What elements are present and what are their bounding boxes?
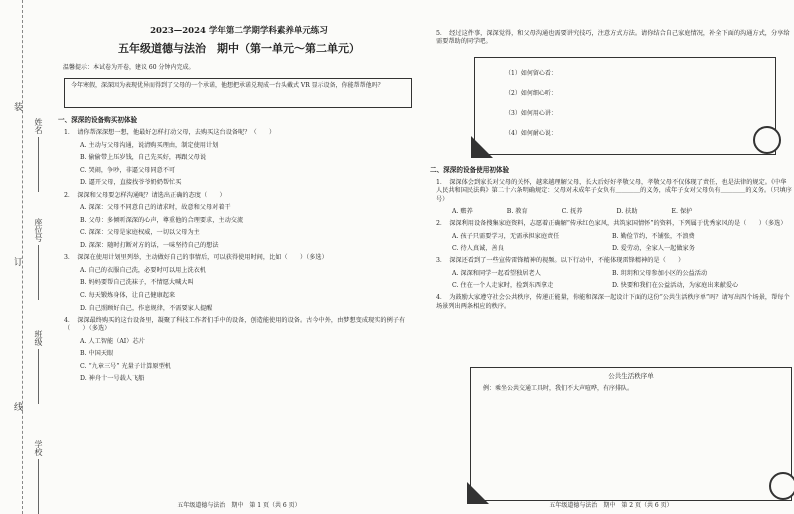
option[interactable]: A. 人工智能（AI）芯片	[80, 337, 145, 345]
binding-mark: 订	[14, 258, 24, 268]
class-blank[interactable]	[38, 349, 39, 404]
name-blank[interactable]	[38, 137, 39, 192]
intro-box	[64, 78, 412, 108]
option[interactable]: A. 主动与父母沟通，说清购买理由，制定使用计划	[80, 141, 219, 149]
option[interactable]: C. “九章三号” 光量子计算原型机	[80, 362, 171, 370]
option[interactable]: A. 深深：父母不同意自己的请求时，故意和父母对着干	[80, 204, 231, 212]
section-2-heading: 二、深深的设备使用初体验	[430, 166, 510, 174]
exam-page-1	[58, 0, 420, 514]
subject-title: 五年级道德与法治 期中（第一单元～第二单元）	[118, 42, 360, 56]
frame-line[interactable]: （2）如何细心听：	[505, 90, 557, 97]
binding-mark: 线	[14, 403, 24, 413]
intro-text: 今年寒假，深深因为表现优异而得到了父母的一个承诺，他想把承诺兑现成一台头戴式 VR 显示设备，你能帮帮他吗？	[71, 82, 384, 90]
question-4: 4． 深深最终购买的这台设备里，凝聚了科技工作者们手中的设备，创造能使用的设备。古今中外，由梦想变成现实的例子有（ ）（多选）	[64, 316, 406, 333]
option[interactable]: D. 深深：随时打断对方的话，一味坚持自己的想法	[80, 242, 219, 250]
option[interactable]: C. 住在一个人走家时，捡到东西拿走	[452, 282, 554, 290]
school-blank[interactable]	[38, 459, 39, 514]
option[interactable]: D. 逼开父母，直接找爷爷奶奶帮忙买	[80, 179, 182, 187]
question-2-1: 1． 深深体会到家长对父母的关怀，越来越理解父母，长大后好好孝敬父母，孝敬父母不仅体现了责任，也是法律的规定。《中华人民共和国民法典》第二十六条明确规定：父母对未成年子女负有＿＿＿＿的义务，成年子女对父母负有＿＿＿＿的义务。（只填序号）	[436, 178, 792, 203]
options-grid	[452, 233, 792, 254]
option[interactable]: D. 快要和我们在公益活动，为家庭出来献爱心	[612, 282, 739, 290]
option[interactable]: C. 每天锻炼身体，让自己健康起来	[80, 292, 176, 300]
option[interactable]: B. 勤俭节约，不铺张，不浪费	[612, 232, 695, 240]
class-field	[33, 330, 44, 404]
page-footer: 五年级道德与法治 期中 第 1 页（共 6 页）	[177, 501, 301, 509]
seat-field	[33, 218, 44, 300]
school-field	[33, 440, 44, 514]
communication-frame	[474, 57, 776, 155]
option[interactable]: D. 爱劳动，全家人一起做家务	[612, 245, 695, 253]
option[interactable]: D. 神舟十一号载人飞船	[80, 375, 145, 383]
name-label: 姓名	[34, 118, 43, 134]
question-2-2: 2． 深深利用设备搜集家庭资料，志愿着正确解“传承红色家风，共筑家国情怀”的资料，下列属于优秀家风的是（ ）（多选）	[436, 220, 787, 228]
options-grid	[452, 270, 792, 291]
answer-area[interactable]	[481, 398, 781, 490]
question-1: 1． 请你帮深深想一想，他最好怎样打动父母，去购买这台设备呢？（ ）	[64, 129, 276, 137]
option[interactable]: A. 孩子只需要学习，无需承担家庭责任	[452, 232, 560, 240]
seat-blank[interactable]	[38, 245, 39, 300]
option[interactable]: B. 中国天眼	[80, 350, 114, 358]
option[interactable]: B. 玥玥和父母参加小区的公益活动	[612, 269, 708, 277]
option[interactable]: C. 哭闹，争吵，非逼父母同意不可	[80, 166, 176, 174]
question-2-4: 4． 为鼓励大家遵守社会公共秩序，传递正能量，你能和深深一起设计下面的这份“公共生活秩序单”吗？请写出四个场景，帮每个场景列出两条相应的秩序。	[436, 294, 790, 310]
option[interactable]: C. 深深：父母是家庭权威，一切以父母为主	[80, 229, 200, 237]
option[interactable]: C. 待人真诚，善良	[452, 245, 504, 253]
binding-mark: 装	[14, 103, 24, 113]
alarm-clock-icon	[753, 126, 781, 154]
frame-line[interactable]: （1）如何留心看：	[505, 70, 557, 77]
year-title: 2023—2024 学年第二学期学科素养单元练习	[150, 26, 328, 36]
school-label: 学校	[34, 440, 43, 456]
name-field	[33, 118, 44, 192]
option[interactable]: B. 偷偷带上压岁钱，自己先买好，再跟父母说	[80, 154, 207, 162]
frame-line[interactable]: （4）如何耐心说：	[505, 130, 557, 137]
question-2-3: 3． 深深还看到了一些宣传雷锋精神的视频。以下行动中，不能体现雷锋精神的是（ ）	[436, 257, 685, 265]
option[interactable]: A. 深深和同学一起看望独居老人	[452, 269, 541, 277]
question-2: 2． 深深和父母要怎样沟通呢？请选出正确的态度（ ）	[64, 191, 226, 199]
tips-note: 温馨提示：本试卷为开卷，建议 60 分钟内完成。	[63, 64, 195, 72]
option[interactable]: E. 保护	[671, 207, 693, 215]
question-5: 5． 经过这件事，深深觉得，和父母沟通也需要讲究技巧，注意方式方法。请你结合自己家庭情况，补全下面的沟通方式，分享给需要帮助的同学吧。	[436, 30, 790, 46]
frame-line[interactable]: （3）如何用心讲：	[505, 110, 557, 117]
options-row	[452, 208, 792, 216]
alarm-clock-icon	[769, 472, 794, 500]
section-1-heading: 一、深深的设备购买初体验	[58, 116, 138, 125]
option[interactable]: A. 自己的衣服自己洗，必要时可以用上洗衣机	[80, 266, 206, 274]
triangle-ruler-icon	[467, 482, 489, 504]
option[interactable]: D. 扶助	[616, 207, 638, 215]
option[interactable]: B. 妈妈要帮自己洗袜子，不情愿大喊大叫	[80, 279, 194, 287]
exam-page-2	[430, 0, 792, 514]
question-3: 3． 深深在使用计划里列举，主动做好自己的事情后，可以获得使用时间，比如（ ）（多选）	[64, 254, 328, 262]
option[interactable]: B. 教育	[506, 207, 528, 215]
triangle-ruler-icon	[471, 136, 493, 158]
option[interactable]: A. 赡养	[452, 207, 473, 215]
option[interactable]: B. 父母：多倾听深深的心声，尊重他的合理要求，主动交流	[80, 216, 244, 224]
option[interactable]: D. 自己照顾好自己，作息规律，不需要家人提醒	[80, 304, 213, 312]
page-footer: 五年级道德与法治 期中 第 2 页（共 6 页）	[549, 501, 673, 509]
public-order-box	[470, 367, 792, 501]
binding-margin	[0, 0, 50, 514]
box-example: 例：乘坐公共交通工具时，我们不大声喧哗，有序排队。	[483, 384, 634, 392]
seat-label: 座位号	[34, 218, 43, 242]
class-label: 班级	[34, 330, 43, 346]
option[interactable]: C. 抚养	[561, 207, 583, 215]
box-title: 公共生活秩序单	[608, 372, 654, 380]
